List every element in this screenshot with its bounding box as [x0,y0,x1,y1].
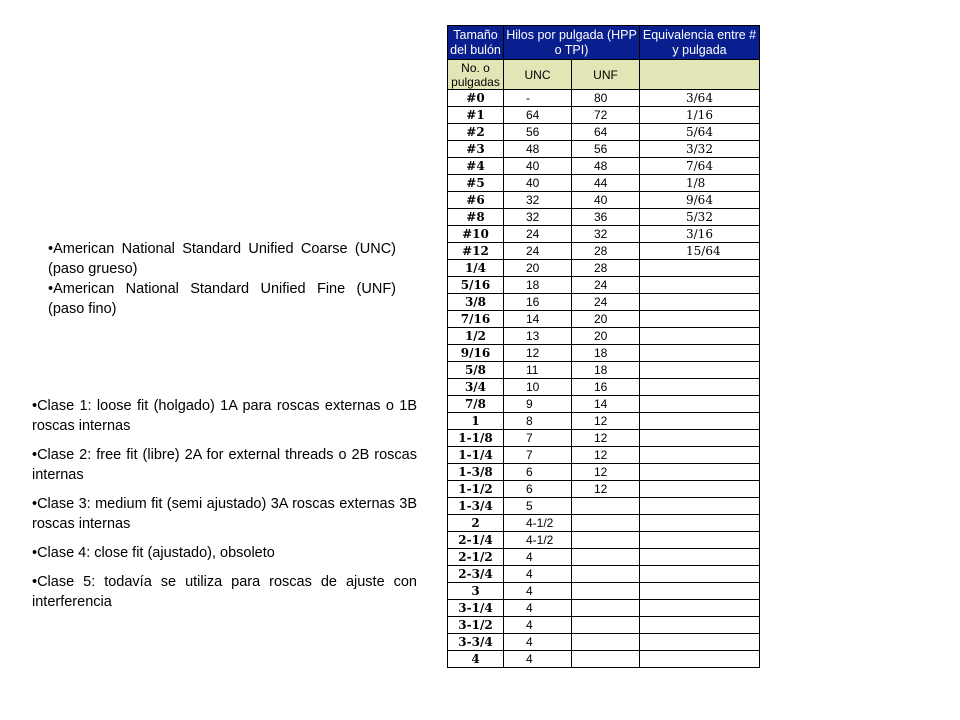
table-row [448,617,760,634]
equiv-cell [640,345,760,362]
table-row [448,158,760,175]
unf-cell [572,515,640,532]
size-cell: 3-1/2 [448,617,504,634]
size-cell: 7/16 [448,311,504,328]
table-row [448,175,760,192]
unc-cell: 64 [504,107,572,124]
size-cell: #8 [448,209,504,226]
table-row [448,362,760,379]
equiv-cell: 1/8 [640,175,760,192]
unf-cell: 12 [572,481,640,498]
size-cell: 7/8 [448,396,504,413]
table-row [448,124,760,141]
unc-cell: 4 [504,566,572,583]
unf-cell: 56 [572,141,640,158]
table-row [448,243,760,260]
unf-cell [572,549,640,566]
size-cell: 3/8 [448,294,504,311]
unc-cell: 13 [504,328,572,345]
equiv-cell: 15/64 [640,243,760,260]
unf-cell [572,634,640,651]
size-cell: #3 [448,141,504,158]
unc-cell: 40 [504,158,572,175]
note-unc: •American National Standard Unified Coarse (UNC) (paso grueso) [48,241,396,277]
table-row [448,209,760,226]
equiv-cell [640,498,760,515]
equiv-cell: 5/32 [640,209,760,226]
unc-cell: 11 [504,362,572,379]
unf-cell [572,498,640,515]
table-row [448,328,760,345]
unf-cell: 14 [572,396,640,413]
size-cell: 1-3/4 [448,498,504,515]
unf-cell [572,600,640,617]
table-row [448,430,760,447]
unf-cell: 80 [572,90,640,107]
unc-cell: 6 [504,481,572,498]
size-cell: 4 [448,651,504,668]
unf-cell: 12 [572,430,640,447]
unf-cell: 16 [572,379,640,396]
subheader-unf: UNF [572,60,640,90]
unf-cell: 18 [572,362,640,379]
size-cell: 3-3/4 [448,634,504,651]
subheader-size: No. o pulgadas [448,60,504,90]
size-cell: 1/2 [448,328,504,345]
unc-cell: 24 [504,226,572,243]
table-row [448,396,760,413]
unf-cell: 28 [572,260,640,277]
unf-cell: 24 [572,277,640,294]
unc-cell: 32 [504,209,572,226]
equiv-cell [640,464,760,481]
table-row [448,515,760,532]
table-row [448,345,760,362]
equiv-cell [640,311,760,328]
size-cell: 1-1/8 [448,430,504,447]
size-cell: 1-1/2 [448,481,504,498]
equiv-cell [640,634,760,651]
unf-cell: 32 [572,226,640,243]
unc-cell: 16 [504,294,572,311]
size-cell: #2 [448,124,504,141]
equiv-cell [640,260,760,277]
size-cell: #6 [448,192,504,209]
unf-cell: 36 [572,209,640,226]
header-equiv: Equivalencia entre # y pulgada [640,26,760,60]
table-row [448,481,760,498]
note-unf: •American National Standard Unified Fine (UNF) (paso fino) [48,281,396,317]
equiv-cell: 5/64 [640,124,760,141]
unc-cell: 18 [504,277,572,294]
table-row [448,192,760,209]
unf-cell: 44 [572,175,640,192]
unc-cell: 40 [504,175,572,192]
equiv-cell [640,379,760,396]
header-size: Tamaño del bulón [448,26,504,60]
size-cell: #5 [448,175,504,192]
unf-cell: 40 [572,192,640,209]
note-class-2: •Clase 2: free fit (libre) 2A for external threads o 2B roscas internas [32,447,417,483]
notes-thread-series [48,239,396,319]
notes-fit-classes [32,396,417,621]
equiv-cell [640,328,760,345]
unf-cell [572,566,640,583]
unf-cell: 12 [572,413,640,430]
unc-cell: 4 [504,583,572,600]
table-row [448,634,760,651]
size-cell: 5/8 [448,362,504,379]
equiv-cell [640,532,760,549]
unc-cell: 4 [504,651,572,668]
unc-cell: 32 [504,192,572,209]
thread-table [447,25,760,668]
unc-cell: 5 [504,498,572,515]
equiv-cell [640,294,760,311]
equiv-cell: 1/16 [640,107,760,124]
unc-cell: 6 [504,464,572,481]
subheader-blank [640,60,760,90]
table-row [448,464,760,481]
table-row [448,498,760,515]
size-cell: #12 [448,243,504,260]
size-cell: 9/16 [448,345,504,362]
size-cell: #4 [448,158,504,175]
size-cell: 5/16 [448,277,504,294]
unc-cell: 10 [504,379,572,396]
equiv-cell: 3/32 [640,141,760,158]
unf-cell [572,532,640,549]
unc-cell: 14 [504,311,572,328]
equiv-cell: 9/64 [640,192,760,209]
note-class-3: •Clase 3: medium fit (semi ajustado) 3A roscas externas 3B roscas internas [32,496,417,532]
unc-cell: 7 [504,430,572,447]
size-cell: 3/4 [448,379,504,396]
size-cell: 1-3/8 [448,464,504,481]
unc-cell: 12 [504,345,572,362]
unc-cell: 4-1/2 [504,532,572,549]
equiv-cell [640,362,760,379]
size-cell: 2-1/2 [448,549,504,566]
table-row [448,447,760,464]
equiv-cell [640,583,760,600]
size-cell: 3 [448,583,504,600]
table-row [448,413,760,430]
unc-cell: 56 [504,124,572,141]
equiv-cell [640,430,760,447]
unc-cell: 24 [504,243,572,260]
unf-cell [572,583,640,600]
equiv-cell [640,413,760,430]
equiv-cell [640,617,760,634]
equiv-cell [640,600,760,617]
equiv-cell [640,277,760,294]
size-cell: 3-1/4 [448,600,504,617]
unc-cell: 48 [504,141,572,158]
size-cell: 1/4 [448,260,504,277]
unf-cell: 28 [572,243,640,260]
equiv-cell [640,651,760,668]
unf-cell: 12 [572,464,640,481]
equiv-cell [640,515,760,532]
table-row [448,532,760,549]
table-row [448,651,760,668]
equiv-cell [640,566,760,583]
table-row [448,311,760,328]
table-row [448,549,760,566]
size-cell: #10 [448,226,504,243]
unc-cell: - [504,90,572,107]
table-subheader-row [448,60,760,90]
unf-cell: 18 [572,345,640,362]
unf-cell [572,617,640,634]
unc-cell: 7 [504,447,572,464]
equiv-cell: 3/16 [640,226,760,243]
unc-cell: 4 [504,634,572,651]
note-class-1: •Clase 1: loose fit (holgado) 1A para roscas externas o 1B roscas internas [32,398,417,434]
equiv-cell: 7/64 [640,158,760,175]
table-row [448,226,760,243]
unc-cell: 4 [504,600,572,617]
unc-cell: 20 [504,260,572,277]
header-tpi: Hilos por pulgada (HPP o TPI) [504,26,640,60]
unf-cell: 64 [572,124,640,141]
equiv-cell [640,396,760,413]
unf-cell: 48 [572,158,640,175]
unf-cell: 20 [572,311,640,328]
size-cell: 2-3/4 [448,566,504,583]
table-row [448,277,760,294]
table-row [448,379,760,396]
equiv-cell [640,549,760,566]
table-row [448,260,760,277]
unc-cell: 8 [504,413,572,430]
table-row [448,583,760,600]
equiv-cell: 3/64 [640,90,760,107]
table-header-row [448,26,760,60]
unc-cell: 4 [504,549,572,566]
table-row [448,566,760,583]
table-row [448,107,760,124]
unf-cell: 24 [572,294,640,311]
size-cell: 1 [448,413,504,430]
equiv-cell [640,447,760,464]
table-row [448,600,760,617]
unc-cell: 4 [504,617,572,634]
table-row [448,294,760,311]
unf-cell: 72 [572,107,640,124]
table-row [448,141,760,158]
size-cell: #1 [448,107,504,124]
unc-cell: 9 [504,396,572,413]
size-cell: 2 [448,515,504,532]
note-class-5: •Clase 5: todavía se utiliza para roscas de ajuste con interferencia [32,574,417,610]
size-cell: 1-1/4 [448,447,504,464]
unf-cell: 12 [572,447,640,464]
size-cell: #0 [448,90,504,107]
unc-cell: 4-1/2 [504,515,572,532]
unf-cell [572,651,640,668]
equiv-cell [640,481,760,498]
table-row [448,90,760,107]
unf-cell: 20 [572,328,640,345]
note-class-4: •Clase 4: close fit (ajustado), obsoleto [32,545,275,561]
size-cell: 2-1/4 [448,532,504,549]
subheader-unc: UNC [504,60,572,90]
